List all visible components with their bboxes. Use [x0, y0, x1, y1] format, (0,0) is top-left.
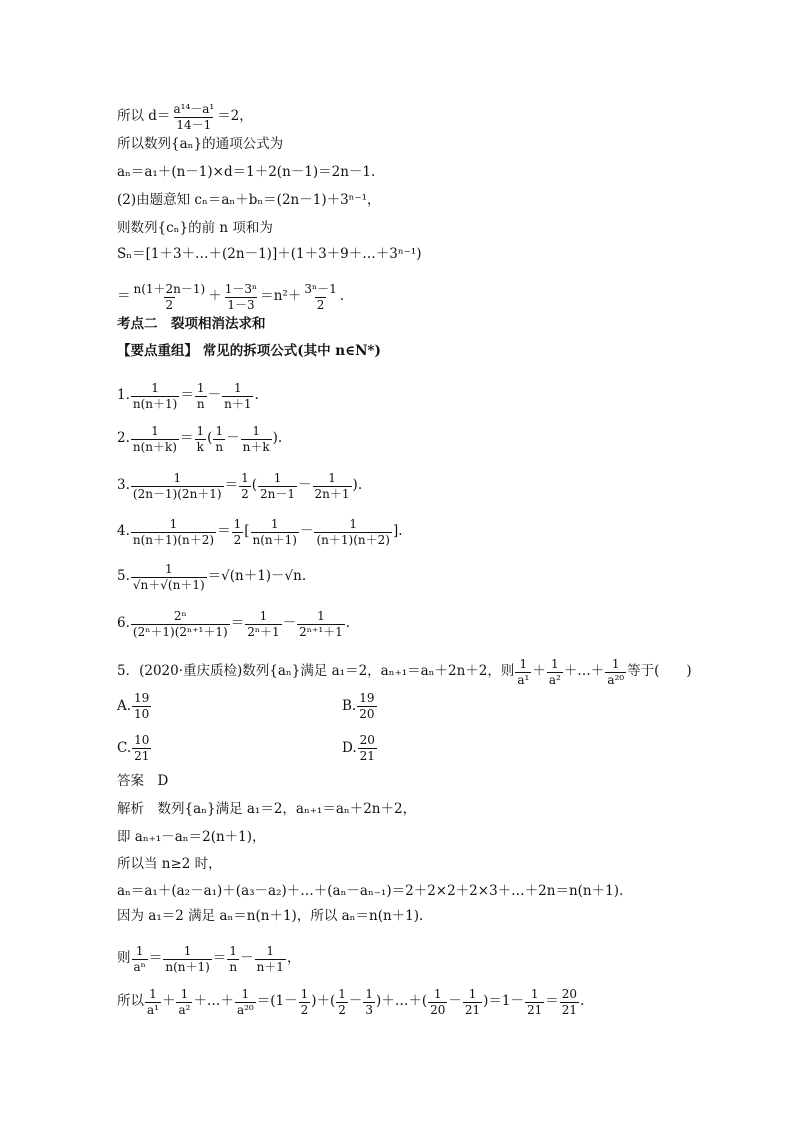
- fraction: [131, 610, 230, 638]
- fraction-denominator: n(n＋1): [165, 959, 210, 974]
- fraction-numerator: 1: [173, 471, 182, 485]
- fraction: [223, 283, 259, 311]
- text-line-l11: [117, 425, 282, 453]
- text-segment: ＝: [545, 993, 559, 1010]
- option-fraction: [358, 734, 377, 762]
- fraction: [245, 610, 281, 638]
- fraction-numerator: 1: [530, 987, 539, 1001]
- text-segment: 4.: [117, 523, 130, 540]
- text-segment: aₙ＝a₁＋(n－1)×d＝1＋2(n－1)＝2n－1.: [117, 164, 376, 180]
- text-segment: 2.: [117, 430, 130, 447]
- option-fraction: [132, 734, 151, 762]
- text-line-l7: [117, 283, 344, 311]
- text-segment: .: [254, 387, 259, 404]
- fraction-numerator: 1: [328, 471, 336, 485]
- text-segment: ＝: [224, 477, 239, 494]
- fraction-numerator: 20: [359, 733, 375, 747]
- fraction-denominator: (2n－1)(2n＋1): [132, 486, 222, 501]
- text-segment: 等于( ): [627, 663, 692, 680]
- fraction-denominator: a²: [548, 672, 561, 687]
- fraction-numerator: 10: [134, 733, 150, 747]
- text-segment: －: [240, 950, 254, 967]
- fraction-denominator: 2ⁿ＋1: [247, 624, 280, 639]
- text-segment: －: [448, 993, 462, 1010]
- text-segment: ).: [352, 477, 363, 494]
- fraction-numerator: 1: [215, 424, 224, 438]
- fraction-numerator: 1: [349, 517, 358, 531]
- fraction: [525, 988, 544, 1016]
- text-segment: －: [299, 523, 314, 540]
- fraction-denominator: 2: [316, 297, 325, 312]
- text-segment: ＝: [148, 950, 163, 967]
- text-segment: 即 aₙ₊₁－aₙ＝2(n＋1)，: [117, 829, 266, 845]
- text-segment: 考点二 裂项相消法求和: [117, 316, 266, 332]
- fraction-denominator: a²⁰: [607, 672, 625, 687]
- text-line-l18: [117, 803, 416, 817]
- fraction-numerator: 1: [273, 471, 282, 485]
- fraction-denominator: n: [215, 439, 224, 454]
- fraction: [222, 382, 253, 410]
- fraction-numerator: 1: [338, 987, 346, 1001]
- fraction-denominator: a²: [178, 1002, 191, 1017]
- fraction: [258, 472, 297, 500]
- fraction: [194, 425, 206, 453]
- text-segment: 答案 D: [117, 773, 169, 789]
- fraction-denominator: 21: [464, 1002, 481, 1017]
- fraction-denominator: a¹: [147, 1002, 159, 1017]
- option-label: D.: [342, 740, 357, 757]
- fraction: [302, 283, 338, 311]
- text-segment: )＝1－: [483, 993, 525, 1010]
- text-segment: ＋: [208, 288, 222, 305]
- fraction-numerator: 1: [551, 657, 559, 671]
- text-line-l9: [117, 345, 381, 359]
- fraction: [336, 988, 348, 1016]
- text-segment: .: [339, 288, 345, 305]
- fraction-denominator: n＋1: [256, 959, 284, 974]
- text-segment: ＝: [217, 523, 231, 540]
- fraction-numerator: 1: [151, 381, 159, 395]
- fraction: [131, 425, 179, 453]
- fraction-numerator: 1: [183, 944, 192, 958]
- fraction: [195, 382, 207, 410]
- text-segment: 则: [117, 950, 131, 967]
- fraction-denominator: n＋k: [242, 439, 270, 454]
- fraction-denominator: 21: [359, 748, 375, 763]
- fraction-denominator: n(n＋1)(n＋2): [132, 532, 215, 547]
- text-segment: ＝: [180, 387, 194, 404]
- fraction-numerator: 19: [134, 691, 150, 705]
- text-line-l5: [117, 222, 273, 236]
- fraction-numerator: 1: [233, 381, 242, 395]
- text-segment: ＝: [117, 288, 131, 305]
- text-segment: ＋: [532, 663, 546, 680]
- fraction-numerator: 1: [241, 471, 249, 485]
- fraction-numerator: 1: [135, 944, 144, 958]
- text-line-l22: [117, 910, 423, 924]
- text-segment: 5.: [117, 568, 130, 585]
- fraction-numerator: 1: [519, 657, 528, 671]
- text-line-l1: [117, 103, 253, 131]
- fraction-denominator: 21: [527, 1002, 543, 1017]
- fraction: [163, 945, 211, 973]
- text-segment: .: [345, 615, 351, 632]
- option-label: C.: [117, 740, 132, 757]
- fraction-numerator: 1: [365, 987, 374, 1001]
- option-label: B.: [342, 698, 357, 715]
- fraction-numerator: 1: [468, 987, 477, 1001]
- fraction-denominator: √n＋√(n＋1): [132, 577, 205, 592]
- fraction-numerator: 1: [252, 424, 260, 438]
- text-line-l21: [117, 885, 623, 899]
- text-segment: －: [282, 615, 297, 632]
- option-fraction: [132, 692, 151, 720]
- fraction-numerator: 1: [164, 562, 173, 576]
- fraction-numerator: 1: [233, 517, 242, 531]
- text-segment: 5．(2020·重庆质检)数列{aₙ}满足 a₁＝2，aₙ₊₁＝aₙ＋2n＋2，则: [117, 663, 515, 680]
- fraction-denominator: aⁿ: [133, 959, 146, 974]
- fraction-denominator: n(n＋1): [252, 532, 297, 547]
- fraction-numerator: 1: [317, 609, 325, 623]
- fraction: [313, 472, 352, 500]
- fraction: [239, 472, 251, 500]
- text-segment: －: [226, 430, 240, 447]
- fraction-numerator: 1: [611, 657, 620, 671]
- text-line-l12: [117, 472, 362, 500]
- fraction: [547, 658, 563, 686]
- fraction-numerator: 1: [196, 424, 205, 438]
- fraction: [132, 283, 208, 311]
- fraction-denominator: 20: [430, 1002, 446, 1017]
- text-line-l17: [117, 775, 168, 789]
- text-segment: 所以 d＝: [117, 108, 171, 125]
- option-label: A.: [117, 698, 132, 715]
- fraction-numerator: 1－3ⁿ: [224, 282, 258, 296]
- text-segment: ].: [392, 523, 403, 540]
- text-segment: ＝n²＋: [260, 288, 302, 305]
- fraction: [251, 518, 299, 546]
- fraction: [363, 988, 375, 1016]
- fraction-numerator: n(1＋2n－1): [133, 282, 206, 296]
- fraction-numerator: 1: [259, 609, 268, 623]
- fraction: [131, 563, 207, 591]
- text-line-l14: [117, 563, 306, 591]
- fraction-denominator: n(n＋k): [132, 439, 177, 454]
- fraction-denominator: 21: [561, 1002, 578, 1017]
- fraction: [299, 988, 311, 1016]
- fraction: [213, 425, 225, 453]
- fraction-numerator: 1: [433, 987, 442, 1001]
- fraction-numerator: 19: [359, 691, 375, 705]
- fraction: [428, 988, 447, 1016]
- fraction-denominator: n: [196, 396, 205, 411]
- fraction-denominator: 2: [233, 532, 242, 547]
- fraction-denominator: 14－1: [176, 117, 212, 132]
- fraction-denominator: (2ⁿ＋1)(2ⁿ⁺¹＋1): [132, 624, 228, 639]
- fraction: [560, 988, 579, 1016]
- option-B[interactable]: [342, 692, 378, 720]
- text-segment: 则数列{cₙ}的前 n 项和为: [117, 220, 273, 236]
- fraction: [145, 988, 161, 1016]
- fraction-numerator: 2ⁿ: [173, 609, 187, 623]
- option-C[interactable]: [117, 734, 152, 762]
- text-segment: 因为 a₁＝2 满足 aₙ＝n(n＋1)，所以 aₙ＝n(n＋1).: [117, 908, 424, 924]
- fraction: [171, 103, 216, 131]
- fraction: [131, 518, 216, 546]
- text-line-l4: [117, 194, 381, 208]
- fraction: [132, 945, 148, 973]
- text-segment: ＝(1－: [256, 993, 298, 1010]
- fraction-numerator: 3ⁿ－1: [304, 282, 337, 296]
- text-line-l13: [117, 518, 403, 546]
- fraction: [241, 425, 272, 453]
- option-fraction: [357, 692, 376, 720]
- text-line-l19: [117, 831, 266, 845]
- fraction-denominator: 2ⁿ⁺¹＋1: [299, 624, 343, 639]
- text-segment: ＋…＋: [193, 993, 234, 1010]
- fraction: [131, 382, 179, 410]
- text-segment: ＝: [179, 430, 194, 447]
- fraction-denominator: 1－3: [227, 297, 255, 312]
- text-line-l2: [117, 138, 283, 152]
- text-segment: 1.: [117, 387, 130, 404]
- fraction-numerator: 1: [180, 987, 189, 1001]
- fraction-numerator: 1: [241, 987, 250, 1001]
- text-segment: 所以数列{aₙ}的通项公式为: [117, 136, 284, 152]
- fraction: [297, 610, 345, 638]
- text-segment: Sₙ＝[1＋3＋…＋(2n－1)]＋(1＋3＋9＋…＋3ⁿ⁻¹): [117, 246, 422, 262]
- text-segment: －: [348, 993, 363, 1010]
- text-segment: (2)由题意知 cₙ＝aₙ＋bₙ＝(2n－1)＋3ⁿ⁻¹，: [117, 192, 381, 208]
- fraction: [235, 988, 256, 1016]
- text-segment: (: [207, 430, 213, 447]
- text-line-l23: [117, 945, 300, 973]
- text-line-l6: [117, 248, 421, 262]
- option-A[interactable]: [117, 692, 152, 720]
- text-line-l15: [117, 610, 350, 638]
- text-segment: 所以当 n≥2 时，: [117, 856, 222, 872]
- fraction: [227, 945, 239, 973]
- fraction-denominator: n: [229, 959, 238, 974]
- fraction-numerator: 1: [151, 424, 159, 438]
- fraction: [515, 658, 531, 686]
- text-segment: ，: [286, 950, 301, 967]
- text-line-l20: [117, 858, 222, 872]
- fraction-denominator: 2n－1: [260, 486, 296, 501]
- fraction: [255, 945, 286, 973]
- text-segment: 3.: [117, 477, 130, 494]
- fraction-denominator: a¹: [517, 672, 530, 687]
- fraction-numerator: 1: [196, 381, 205, 395]
- text-segment: ＝√(n＋1)－√n.: [207, 568, 307, 585]
- fraction-denominator: 21: [134, 748, 150, 763]
- fraction-numerator: 1: [266, 944, 275, 958]
- fraction-numerator: 1: [229, 944, 238, 958]
- text-segment: ＋…＋: [563, 663, 605, 680]
- text-segment: 6.: [117, 615, 130, 632]
- text-segment: )＋(: [311, 993, 336, 1010]
- fraction-denominator: 2n＋1: [314, 486, 350, 501]
- text-segment: ＝: [212, 950, 227, 967]
- fraction-denominator: 3: [365, 1002, 374, 1017]
- fraction-numerator: 1: [270, 517, 279, 531]
- fraction-denominator: k: [196, 439, 204, 454]
- fraction-denominator: a²⁰: [236, 1002, 254, 1017]
- fraction: [605, 658, 626, 686]
- fraction-denominator: n＋1: [224, 396, 252, 411]
- text-line-l8: [117, 318, 266, 332]
- fraction-numerator: 1: [300, 987, 309, 1001]
- fraction-numerator: 1: [149, 987, 157, 1001]
- text-segment: [: [244, 523, 250, 540]
- text-segment: )＋…＋(: [376, 993, 428, 1010]
- fraction-denominator: 2: [338, 1002, 346, 1017]
- fraction-denominator: n(n＋1): [132, 396, 178, 411]
- fraction: [232, 518, 244, 546]
- fraction-denominator: 2: [165, 297, 174, 312]
- fraction: [176, 988, 192, 1016]
- fraction-numerator: 1: [169, 517, 178, 531]
- fraction-numerator: 20: [561, 987, 578, 1001]
- text-segment: ).: [272, 430, 283, 447]
- text-segment: 解析 数列{aₙ}满足 a₁＝2，aₙ₊₁＝aₙ＋2n＋2，: [117, 801, 417, 817]
- fraction-denominator: 20: [359, 706, 375, 721]
- text-segment: －: [207, 387, 222, 404]
- fraction: [131, 472, 224, 500]
- text-line-l3: [117, 166, 375, 180]
- text-segment: .: [580, 993, 585, 1010]
- fraction-denominator: 2: [241, 486, 249, 501]
- text-segment: 【要点重组】 常见的拆项公式(其中 n∈N*): [117, 343, 381, 359]
- text-segment: ＝2，: [217, 108, 253, 125]
- option-D[interactable]: [342, 734, 378, 762]
- text-line-l24: [117, 988, 584, 1016]
- fraction-denominator: 2: [300, 1002, 309, 1017]
- text-segment: －: [298, 477, 312, 494]
- fraction-denominator: 10: [134, 706, 150, 721]
- fraction: [314, 518, 391, 546]
- text-line-l10: [117, 382, 259, 410]
- fraction: [463, 988, 482, 1016]
- fraction-denominator: (n＋1)(n＋2): [316, 532, 390, 547]
- fraction-numerator: a¹⁴－a¹: [173, 102, 215, 116]
- text-segment: ＝: [230, 615, 245, 632]
- text-segment: ＋: [161, 993, 176, 1010]
- text-line-l16: [117, 658, 692, 686]
- text-segment: (: [251, 477, 258, 494]
- text-segment: 所以: [117, 993, 144, 1010]
- text-segment: aₙ＝a₁＋(a₂－a₁)＋(a₃－a₂)＋…＋(aₙ－aₙ₋₁)＝2＋2×2＋2×3＋…＋2n＝n(n＋1).: [117, 883, 624, 899]
